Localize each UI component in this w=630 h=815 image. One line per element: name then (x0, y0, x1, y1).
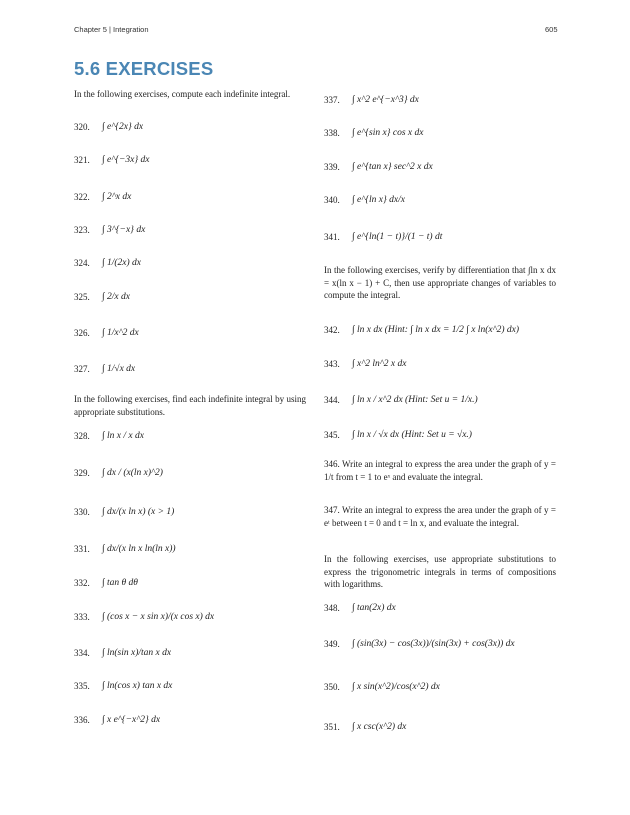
intro-paragraph-4: In the following exercises, use appropriate substitutions to express the trigonometric integrals in terms of compositions with logarithms. (324, 554, 556, 589)
exercise-346-text: 346. Write an integral to express the area under the graph of y = 1/t from t = 1 to eˣ and evaluate the integral. (324, 459, 556, 482)
running-header-chapter: Chapter 5 | Integration (74, 25, 149, 34)
page-number: 605 (545, 25, 558, 34)
section-title: 5.6 EXERCISES (74, 58, 214, 79)
intro-paragraph-1: In the following exercises, compute each indefinite integral. (74, 89, 291, 99)
intro-paragraph-3: In the following exercises, verify by differentiation that ∫ln x dx = x(ln x − 1) + C, then use appropriate changes of variables to compute the integral. (324, 265, 556, 300)
intro-paragraph-2: In the following exercises, find each indefinite integral by using appropriate substitutions. (74, 394, 306, 417)
exercise-347-text: 347. Write an integral to express the area under the graph of y = eᵗ between t = 0 and t = ln x, and evaluate the integral. (324, 505, 556, 528)
